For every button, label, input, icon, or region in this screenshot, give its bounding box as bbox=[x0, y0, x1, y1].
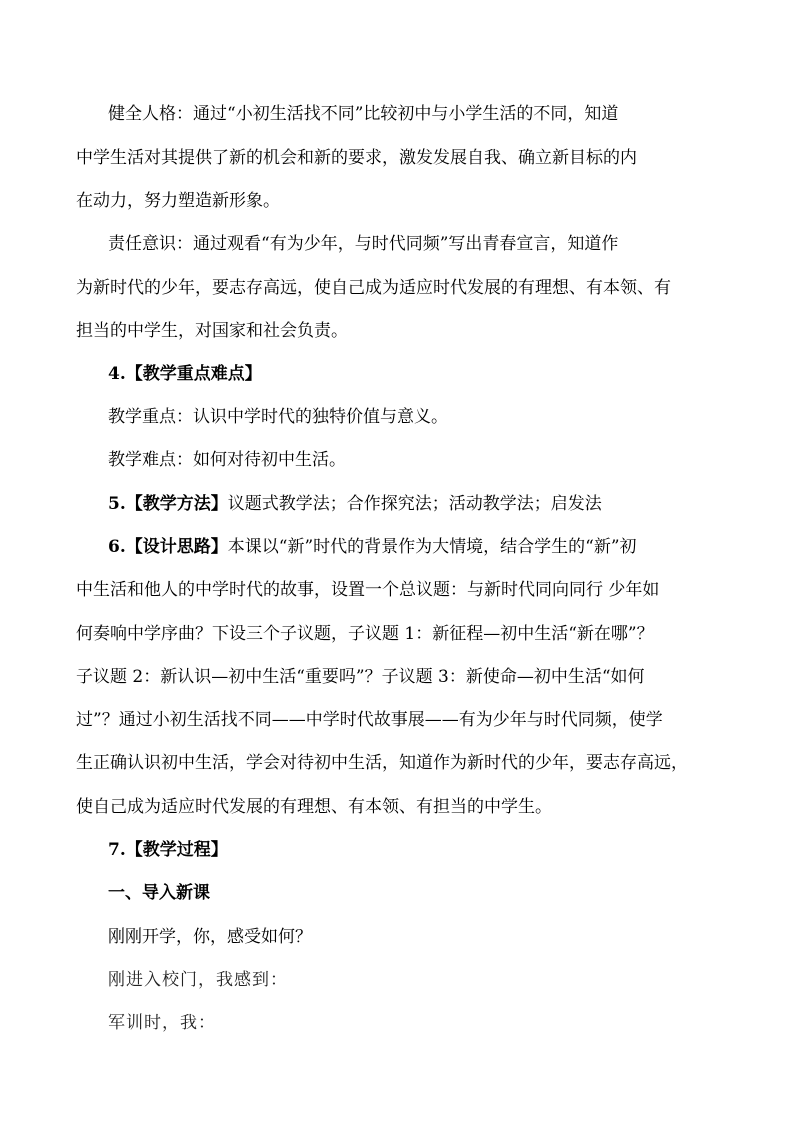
section-heading-process: 7.【教学过程】 bbox=[108, 840, 228, 860]
design-idea-line-7: 使自己成为适应时代发展的有理想、有本领、有担当的中学生。 bbox=[76, 797, 552, 817]
section-heading-methods: 5.【教学方法】 bbox=[108, 494, 228, 514]
subheading-introduction: 一、导入新课 bbox=[108, 883, 210, 903]
paragraph-responsibility-line-1: 责任意识：通过观看“有为少年，与时代同频”写出青春宣言，知道作 bbox=[108, 234, 619, 254]
intro-prompt-entering-school: 刚进入校门，我感到： bbox=[108, 970, 288, 990]
paragraph-personality-line-3: 在动力，努力塑造新形象。 bbox=[76, 191, 280, 211]
teaching-methods-text: 议题式教学法；合作探究法；活动教学法；启发法 bbox=[227, 494, 602, 514]
paragraph-personality-line-1: 健全人格：通过“小初生活找不同”比较初中与小学生活的不同，知道 bbox=[108, 104, 619, 124]
intro-question: 刚刚开学，你，感受如何？ bbox=[108, 927, 312, 947]
design-idea-line-5: 过”？通过小初生活找不同——中学时代故事展——有为少年与时代同频，使学 bbox=[76, 710, 663, 730]
teaching-difficulty: 教学难点：如何对待初中生活。 bbox=[108, 450, 346, 470]
design-idea-line-2: 中生活和他人的中学时代的故事，设置一个总议题：与新时代同向同行 少年如 bbox=[76, 580, 660, 600]
paragraph-responsibility-line-2: 为新时代的少年，要志存高远，使自己成为适应时代发展的有理想、有本领、有 bbox=[76, 278, 671, 298]
intro-prompt-military-training: 军训时，我： bbox=[108, 1013, 216, 1033]
design-idea-line-1 bbox=[0, 535, 794, 559]
design-idea-line-6: 生正确认识初中生活，学会对待初中生活，知道作为新时代的少年，要志存高远， bbox=[76, 753, 688, 773]
teaching-key-point: 教学重点：认识中学时代的独特价值与意义。 bbox=[108, 407, 448, 427]
section-heading-design: 6.【设计思路】 bbox=[108, 537, 228, 557]
section-heading-key-points: 4.【教学重点难点】 bbox=[108, 364, 262, 384]
teaching-methods-line bbox=[0, 492, 794, 516]
design-idea-line-3: 何奏响中学序曲？下设三个子议题，子议题 1：新征程—初中生活“新在哪”？ bbox=[76, 624, 654, 644]
paragraph-personality-line-2: 中学生活对其提供了新的机会和新的要求，激发发展自我、确立新目标的内 bbox=[76, 148, 637, 168]
design-idea-text: 本课以“新”时代的背景作为大情境，结合学生的“新”初 bbox=[227, 537, 637, 557]
design-idea-line-4: 子议题 2：新认识—初中生活“重要吗”？子议题 3：新使命—初中生活“如何 bbox=[76, 667, 645, 687]
paragraph-responsibility-line-3: 担当的中学生，对国家和社会负责。 bbox=[76, 321, 348, 341]
